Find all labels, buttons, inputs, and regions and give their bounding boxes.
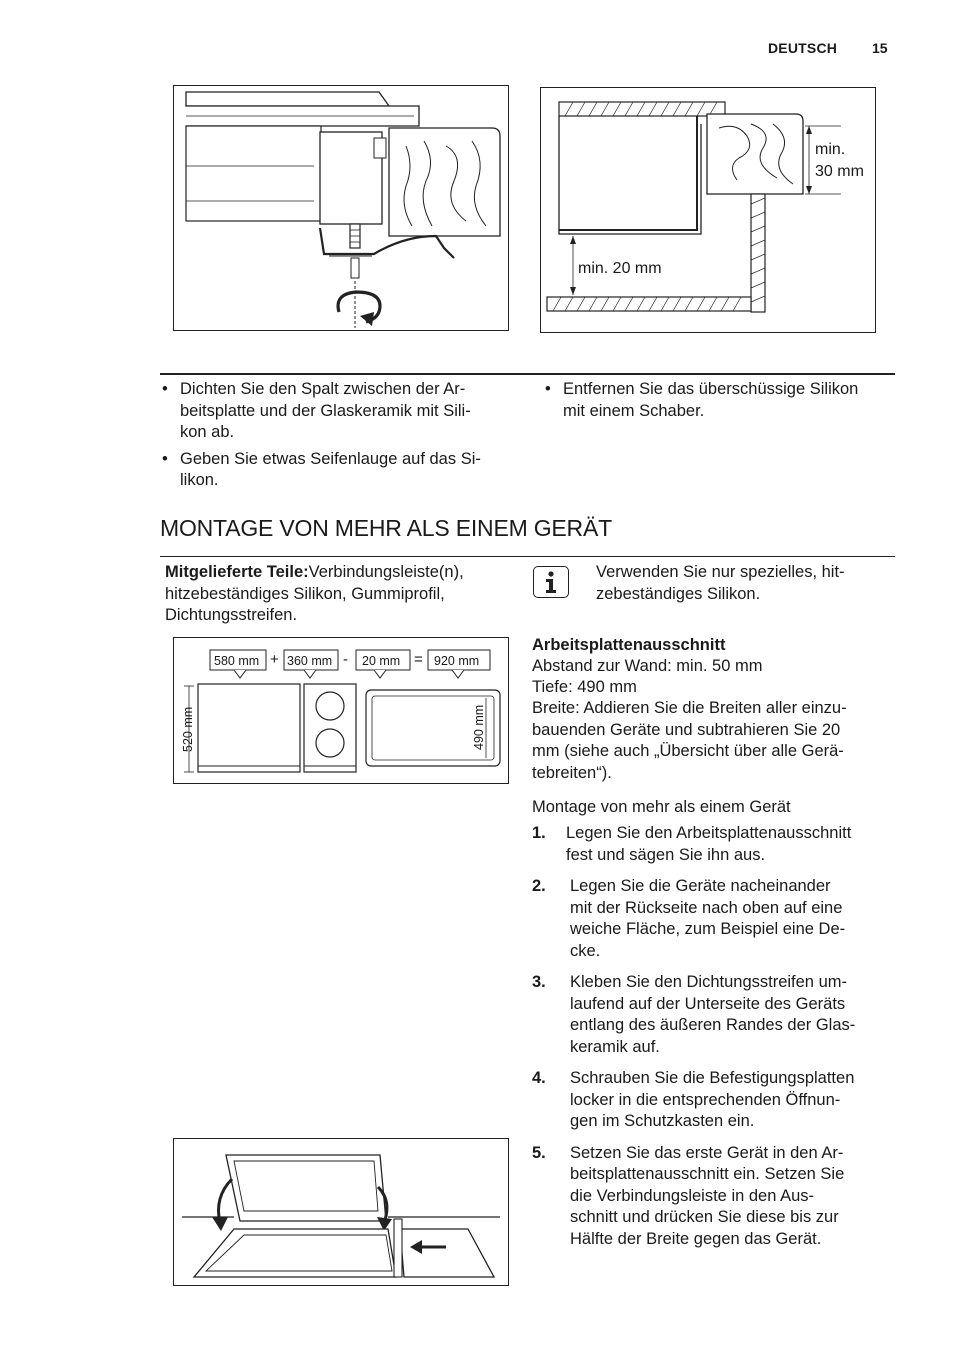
section-divider-top	[160, 373, 895, 375]
height-label-520: 520 mm	[181, 706, 195, 752]
figure-insert-appliance	[173, 1138, 509, 1286]
label-min-30-line2: 30 mm	[815, 163, 864, 180]
figure-minimum-distances	[540, 87, 876, 333]
info-icon	[533, 566, 569, 598]
insert-appliance-illustration	[174, 1139, 508, 1285]
width-label-580: 580 mm	[214, 654, 260, 668]
bullet-dot: •	[162, 380, 168, 398]
step-number: 4.	[532, 1069, 546, 1087]
label-min-30-line1: min.	[815, 141, 846, 158]
label-min-20: min. 20 mm	[578, 260, 662, 277]
step-number: 3.	[532, 973, 546, 991]
step-text: Schrauben Sie die Befestigungsplatten locker in die entsprechenden Öffnun- gen im Schutzkasten ein.	[570, 1069, 855, 1130]
width-label-360: 360 mm	[287, 654, 333, 668]
figure-width-calculation	[173, 637, 509, 784]
bullet-text: Entfernen Sie das überschüssige Silikon mit einem Schaber.	[563, 380, 859, 420]
step-text: Setzen Sie das erste Gerät in den Ar- beitsplattenausschnitt ein. Setzen Sie die Verbindungsleiste in den Aus- schnitt und drücken Sie diese bis zur Hälfte der Breite gegen das Gerät.	[570, 1143, 845, 1248]
supplied-parts-text: Verbindungsleiste(n), hitzebeständiges Silikon, Gummiprofil, Dichtungsstreifen.	[165, 563, 464, 624]
bullet-list-left	[162, 379, 512, 497]
section-title: MONTAGE VON MEHR ALS EINEM GERÄT	[160, 515, 612, 541]
procedure-intro: Montage von mehr als einem Gerät	[532, 798, 791, 816]
distances-illustration	[541, 88, 875, 332]
bullet-dot: •	[545, 380, 551, 398]
operator-plus: +	[270, 651, 279, 668]
cutout-depth: Tiefe: 490 mm	[532, 678, 637, 696]
operator-minus: -	[343, 651, 348, 668]
list-item	[545, 379, 895, 422]
procedure-steps	[532, 823, 894, 1260]
bullet-text: Geben Sie etwas Seifenlauge auf das Si- likon.	[180, 449, 481, 489]
page-number: 15	[872, 40, 888, 56]
list-item	[532, 972, 894, 1058]
step-number: 1.	[532, 824, 546, 842]
step-text: Legen Sie den Arbeitsplattenausschnitt fest und sägen Sie ihn aus.	[566, 824, 852, 864]
width-label-920: 920 mm	[434, 654, 480, 668]
cutout-width-text: Breite: Addieren Sie die Breiten aller einzu- bauenden Geräte und subtrahieren Sie 20 mm (siehe auch „Übersicht über alle Gerä- tebreiten“).	[532, 699, 847, 782]
bullet-text: Dichten Sie den Spalt zwischen der Ar- beitsplatte und der Glaskeramik mit Sili- kon ab.	[180, 380, 471, 441]
height-label-490: 490 mm	[472, 704, 486, 750]
step-number: 5.	[532, 1143, 546, 1162]
list-item	[532, 876, 894, 962]
list-item	[532, 1143, 894, 1251]
step-number: 2.	[532, 877, 546, 895]
list-item	[162, 379, 512, 444]
cutout-wall-distance: Abstand zur Wand: min. 50 mm	[532, 657, 763, 675]
figure-clamp-installation	[173, 85, 509, 331]
info-note-text: Verwenden Sie nur spezielles, hit- zebeständiges Silikon.	[596, 563, 845, 603]
width-label-20: 20 mm	[362, 654, 401, 668]
list-item	[162, 449, 512, 492]
supplied-parts-label: Mitgelieferte Teile:	[165, 563, 309, 581]
bullet-list-right	[545, 379, 895, 427]
width-calculation-illustration	[174, 638, 508, 783]
operator-equals: =	[414, 651, 423, 668]
step-text: Kleben Sie den Dichtungsstreifen um- laufend auf der Unterseite des Geräts entlang des äußeren Randes der Glas- keramik auf.	[570, 973, 856, 1056]
header-language: DEUTSCH	[768, 40, 838, 56]
list-item	[532, 823, 894, 866]
clamp-installation-illustration	[174, 86, 508, 330]
step-text: Legen Sie die Geräte nacheinander mit der Rückseite nach oben auf eine weiche Fläche, zum Beispiel eine De- cke.	[570, 877, 846, 960]
section-title-rule	[160, 556, 895, 557]
bullet-dot: •	[162, 449, 168, 468]
list-item	[532, 1068, 894, 1133]
supplied-parts	[165, 562, 510, 627]
cutout-heading: Arbeitsplattenausschnitt	[532, 636, 726, 654]
